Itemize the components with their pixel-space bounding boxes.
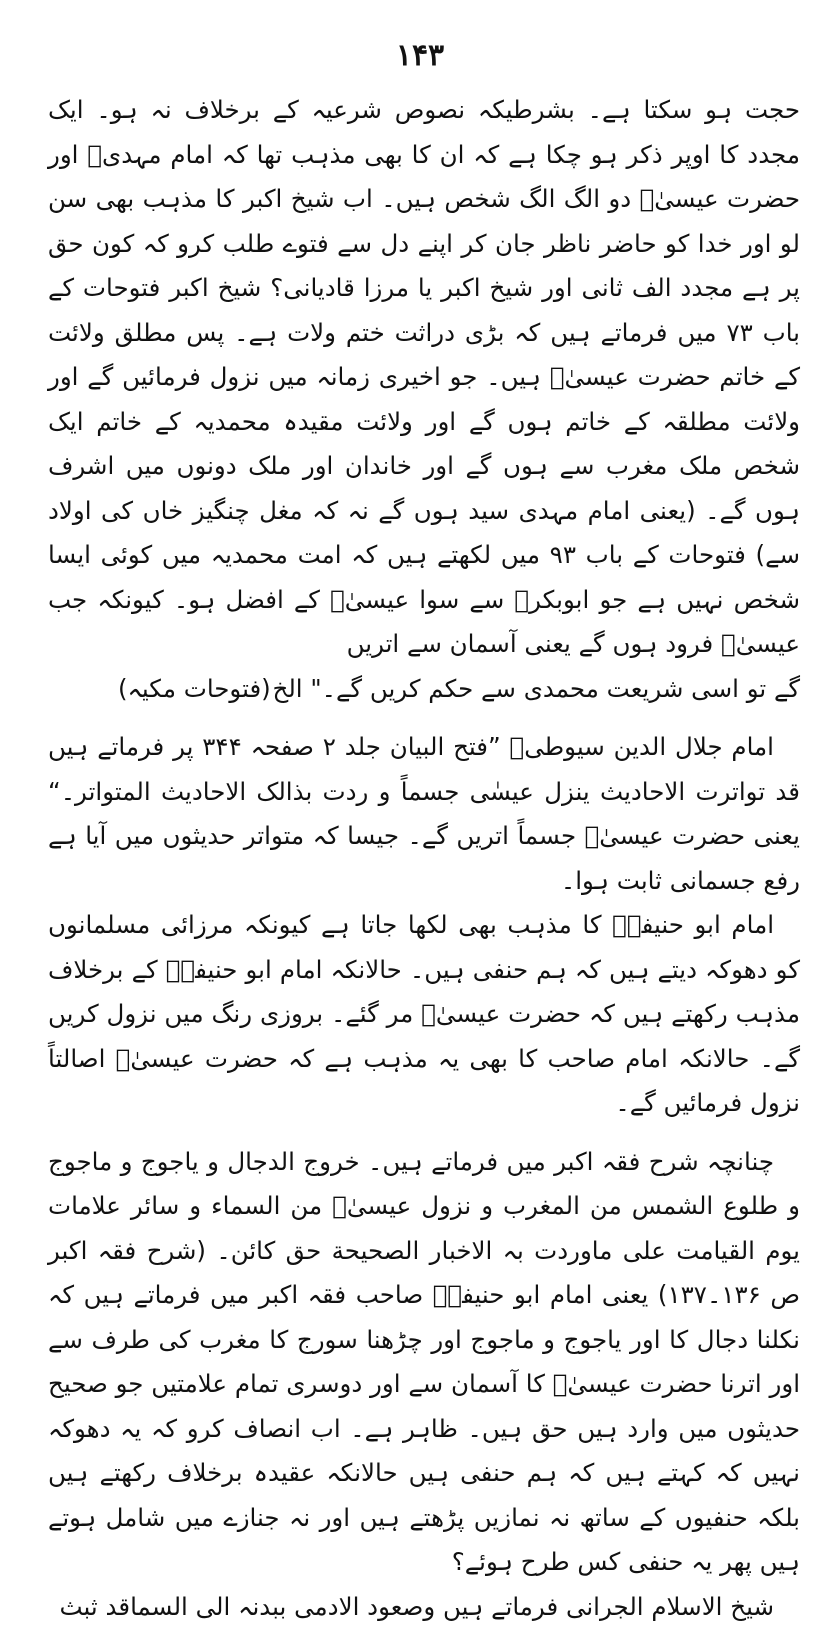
paragraph-shaikh-islam: شیخ الاسلام الجرانی فرماتے ہیں وصعود الادمی ببدنہ الی السماقد ثبث bbox=[48, 1585, 800, 1629]
paragraph-suyuti: امام جلال الدین سیوطیؒ ”فتح البیان جلد ۲ صفحہ ۳۴۴ پر فرماتے ہیں قد تواترت الاحادیث ینزل عیسٰی جسماً و ردت بذالک الاحادیث المتواتر۔“ یعنی حضرت عیسیٰؑ جسماً اتریں گے۔ جیسا کہ متواتر حدیثوں میں آیا ہے رفع جسمانی ثابت ہوا۔ bbox=[48, 725, 800, 903]
citation-text: گے تو اسی شریعت محمدی سے حکم کریں گے۔" الخ bbox=[273, 667, 800, 712]
citation-line bbox=[48, 667, 800, 712]
paragraph-gap bbox=[48, 1126, 800, 1140]
paragraph-fiqh-akbar: چنانچہ شرح فقہ اکبر میں فرماتے ہیں۔ خروج الدجال و یاجوج و ماجوج و طلوع الشمس من المغرب و نزول عیسیٰؑ من السماء و سائر علامات یوم القیامت علی ماوردت بہ الاخبار الصحیحة حق کائن۔ (شرح فقہ اکبر ص ۱۳۶۔۱۳۷) یعنی امام ابو حنیفہؒ صاحب فقہ اکبر میں فرماتے ہیں کہ نکلنا دجال کا اور یاجوج و ماجوج اور چڑھنا سورج کا مغرب کی طرف سے اور اترنا حضرت عیسیٰؑ کا آسمان سے اور دوسری تمام علامتیں جو صحیح حدیثوں میں وارد ہیں حق ہیں۔ ظاہر ہے۔ اب انصاف کرو کہ یہ دھوکہ نہیں کہ کہتے ہیں کہ ہم حنفی ہیں حالانکہ عقیدہ برخلاف رکھتے ہیں بلکہ حنفیوں کے ساتھ نہ نمازیں پڑھتے ہیں اور نہ جنازے میں شامل ہوتے ہیں پھر یہ حنفی کس طرح ہوئے؟ bbox=[48, 1140, 800, 1585]
paragraph-shaikh-akbar: حجت ہو سکتا ہے۔ بشرطیکہ نصوص شرعیہ کے برخلاف نہ ہو۔ ایک مجدد کا اوپر ذکر ہو چکا ہے کہ ان کا بھی مذہب تھا کہ امام مہدیؒ اور حضرت عیسیٰؑ دو الگ الگ شخص ہیں۔ اب شیخ اکبر کا مذہب بھی سن لو اور خدا کو حاضر ناظر جان کر اپنے دل سے فتوے طلب کرو کہ کون حق پر ہے مجدد الف ثانی اور شیخ اکبر یا مرزا قادیانی؟ شیخ اکبر فتوحات کے باب ۷۳ میں فرماتے ہیں کہ بڑی دراثت ختم ولات ہے۔ پس مطلق ولائت کے خاتم حضرت عیسیٰؑ ہیں۔ جو اخیری زمانہ میں نزول فرمائیں گے اور ولائت مطلقہ کے خاتم ہوں گے اور ولائت مقیدہ محمدیہ کے خاتم ایک شخص ملک مغرب سے ہوں گے اور خاندان اور ملک دونوں میں اشرف ہوں گے۔ (یعنی امام مہدی سید ہوں گے نہ کہ مغل چنگیز خاں کی اولاد سے) فتوحات کے باب ۹۳ میں لکھتے ہیں کہ امت محمدیہ میں کوئی ایسا شخص نہیں ہے جو ابوبکرؓ سے سوا عیسیٰؑ کے افضل ہو۔ کیونکہ جب عیسیٰؑ فرود ہوں گے یعنی آسمان سے اتریں bbox=[48, 88, 800, 667]
page-number: ۱۴۳ bbox=[0, 38, 840, 73]
citation-source: (فتوحات مکیہ) bbox=[48, 667, 271, 712]
paragraph-abu-hanifa: امام ابو حنیفہؒ کا مذہب بھی لکھا جاتا ہے کیونکہ مرزائی مسلمانوں کو دھوکہ دیتے ہیں کہ ہم حنفی ہیں۔ حالانکہ امام ابو حنیفہؒ کے برخلاف مذہب رکھتے ہیں کہ حضرت عیسیٰؑ مر گئے۔ بروزی رنگ میں نزول کریں گے۔ حالانکہ امام صاحب کا بھی یہ مذہب ہے کہ حضرت عیسیٰؑ اصالتاً نزول فرمائیں گے۔ bbox=[48, 903, 800, 1126]
paragraph-gap bbox=[48, 711, 800, 725]
page-body bbox=[48, 88, 800, 1629]
